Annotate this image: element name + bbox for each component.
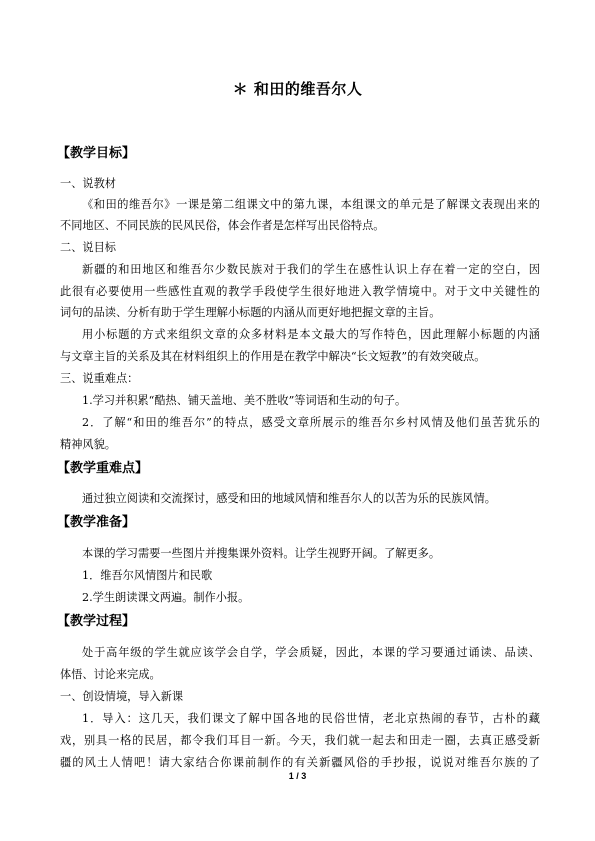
paragraph-line: 体悟、讨论来完成。	[60, 668, 161, 681]
paragraph-line: 与文章主旨的关系及其在材料组织上的作用是在教学中解决“长文短教”的有效突破点。	[60, 350, 486, 363]
list-item: 2.学生朗读课文两遍。制作小报。	[82, 591, 250, 604]
section-heading-textbook: 一、说教材	[60, 177, 116, 190]
paragraph-line: 此很有必要使用一些感性直观的教学手段使学生很好地进入教学情境中。对于文中关键性的	[60, 285, 540, 298]
paragraph-line: 新疆的和田地区和维吾尔少数民族对于我们的学生在感性认识上存在着一定的空白，因	[82, 263, 540, 276]
heading-teaching-process: 【教学过程】	[57, 614, 136, 629]
paragraph-line: 戏，别具一格的民居，都令我们耳目一新。今天，我们就一起去和田走一圈，去真正感受新	[60, 734, 540, 747]
heading-preparation: 【教学准备】	[57, 515, 136, 530]
paragraph-line: 通过独立阅读和交流探讨，感受和田的地域风情和维吾尔人的以苦为乐的民族风情。	[82, 492, 496, 505]
paragraph-line: 1．导入：这几天，我们课文了解中国各地的民俗世情，老北京热闹的春节，古朴的藏	[82, 712, 540, 725]
page-number: 1 / 3	[288, 771, 307, 781]
paragraph-line: 《和田的维吾尔》一课是第二组课文中的第九课，本组课文的单元是了解课文表现出来的	[82, 198, 540, 211]
heading-teaching-goals: 【教学目标】	[57, 146, 136, 161]
paragraph-line: 疆的风土人情吧！请大家结合你课前制作的有关新疆风俗的手抄报，说说对维吾尔族的了	[60, 756, 540, 769]
section-heading-goals: 二、说目标	[60, 241, 116, 254]
list-item: 2．了解“和田的维吾尔”的特点，感受文章所展示的维吾尔乡村风情及他们虽苦犹乐的	[82, 416, 540, 429]
section-heading-intro: 一、创设情境，导入新课	[60, 690, 184, 703]
paragraph-line: 用小标题的方式来组织文章的众多材料是本文最大的写作特色，因此理解小标题的内涵	[82, 328, 540, 341]
paragraph-line: 词句的品读、分析有助于学生理解小标题的内涵从而更好地把握文章的主旨。	[60, 306, 441, 319]
list-item: 1．维吾尔风情图片和民歌	[82, 569, 213, 582]
paragraph-line: 处于高年级的学生就应该学会自学，学会质疑，因此，本课的学习要通过诵读、品读、	[82, 646, 540, 659]
list-item: 1.学习并积累“酷热、铺天盖地、美不胜收”等词语和生动的句子。	[82, 394, 407, 407]
document-title: ＊ 和田的维吾尔人	[232, 80, 363, 98]
section-heading-key-points: 三、说重难点：	[60, 372, 139, 385]
heading-key-difficulties: 【教学重难点】	[57, 461, 149, 476]
paragraph-line: 不同地区、不同民族的民风民俗，体会作者是怎样写出民俗特点。	[60, 219, 385, 232]
paragraph-line: 精神风貌。	[60, 438, 116, 451]
paragraph-line: 本课的学习需要一些图片并搜集课外资料。让学生视野开阔。了解更多。	[82, 547, 441, 560]
